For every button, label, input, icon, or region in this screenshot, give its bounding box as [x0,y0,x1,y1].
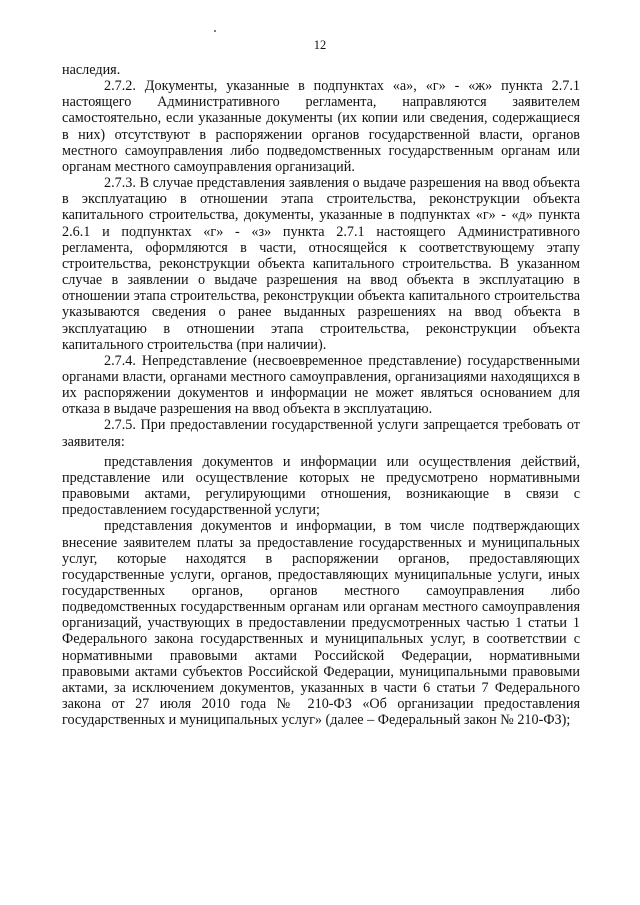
paragraph: представления документов и информации или осуществления действий, представление или осуществление которых не предусмотрено нормативными правовыми актами, регулирующими отношения, возникающие в связи с предоставлением государственной услуги; [62,453,580,519]
paragraph: 2.7.4. Непредставление (несвоевременное представление) государственными органами власти, органами местного самоуправления, организациями находящихся в их распоряжении документов и информации не может являться основанием для отказа в выдаче разрешения на ввод объекта в эксплуатацию. [62,352,580,418]
page-number: 12 [313,38,327,52]
paragraph: наследия. [62,62,121,78]
paragraph: 2.7.2. Документы, указанные в подпунктах «а», «г» - «ж» пункта 2.7.1 настоящего Административного регламента, направляются заявителем самостоятельно, если указанные документы (их копии или сведения, содержащиеся в них) отсутствуют в распоряжении органов государственной власти, органов местного самоуправления либо подведомственных государственным органам или органам местного самоуправления организаций. [62,78,580,175]
paragraph: 2.7.3. В случае представления заявления о выдаче разрешения на ввод объекта в эксплуатацию в отношении этапа строительства, реконструкции объекта капитального строительства, документы, указанные в подпунктах «г» - «д» пункта 2.6.1 и подпунктах «г» - «з» пункта 2.7.1 настоящего Административного регламента, оформляются в части, относящейся к соответствующему этапу строительства, реконструкции объекта капитального строительства. В указанном случае в заявлении о выдаче разрешения на ввод объекта в эксплуатацию в отношении этапа строительства, реконструкции объекта капитального строительства указываются сведения о ранее выданных разрешениях на ввод объекта в эксплуатацию в отношении этапа строительства, реконструкции объекта капитального строительства (при наличии). [62,175,580,353]
scan-speck [214,30,216,32]
paragraph: 2.7.5. При предоставлении государственной услуги запрещается требовать от заявителя: [62,417,580,450]
paragraph: представления документов и информации, в том числе подтверждающих внесение заявителем платы за предоставление государственных и муниципальных услуг, которые находятся в распоряжении органов, предоставляющих государственные услуги, органов, предоставляющих муниципальные услуги, иных государственных органов, органов местного самоуправления либо подведомственных государственным органам или органам местного самоуправления организаций, участвующих в предоставлении предусмотренных частью 1 статьи 1 Федерального закона государственных и муниципальных услуг, в соответствии с нормативными правовыми актами Российской Федерации, нормативными правовыми актами субъектов Российской Федерации, муниципальными правовыми актами, за исключением документов, указанных в части 6 статьи 7 Федерального закона от 27 июля 2010 года № 210-ФЗ «Об организации предоставления государственных и муниципальных услуг» (далее – Федеральный закон № 210-ФЗ); [62,518,580,729]
document-body [62,62,580,728]
